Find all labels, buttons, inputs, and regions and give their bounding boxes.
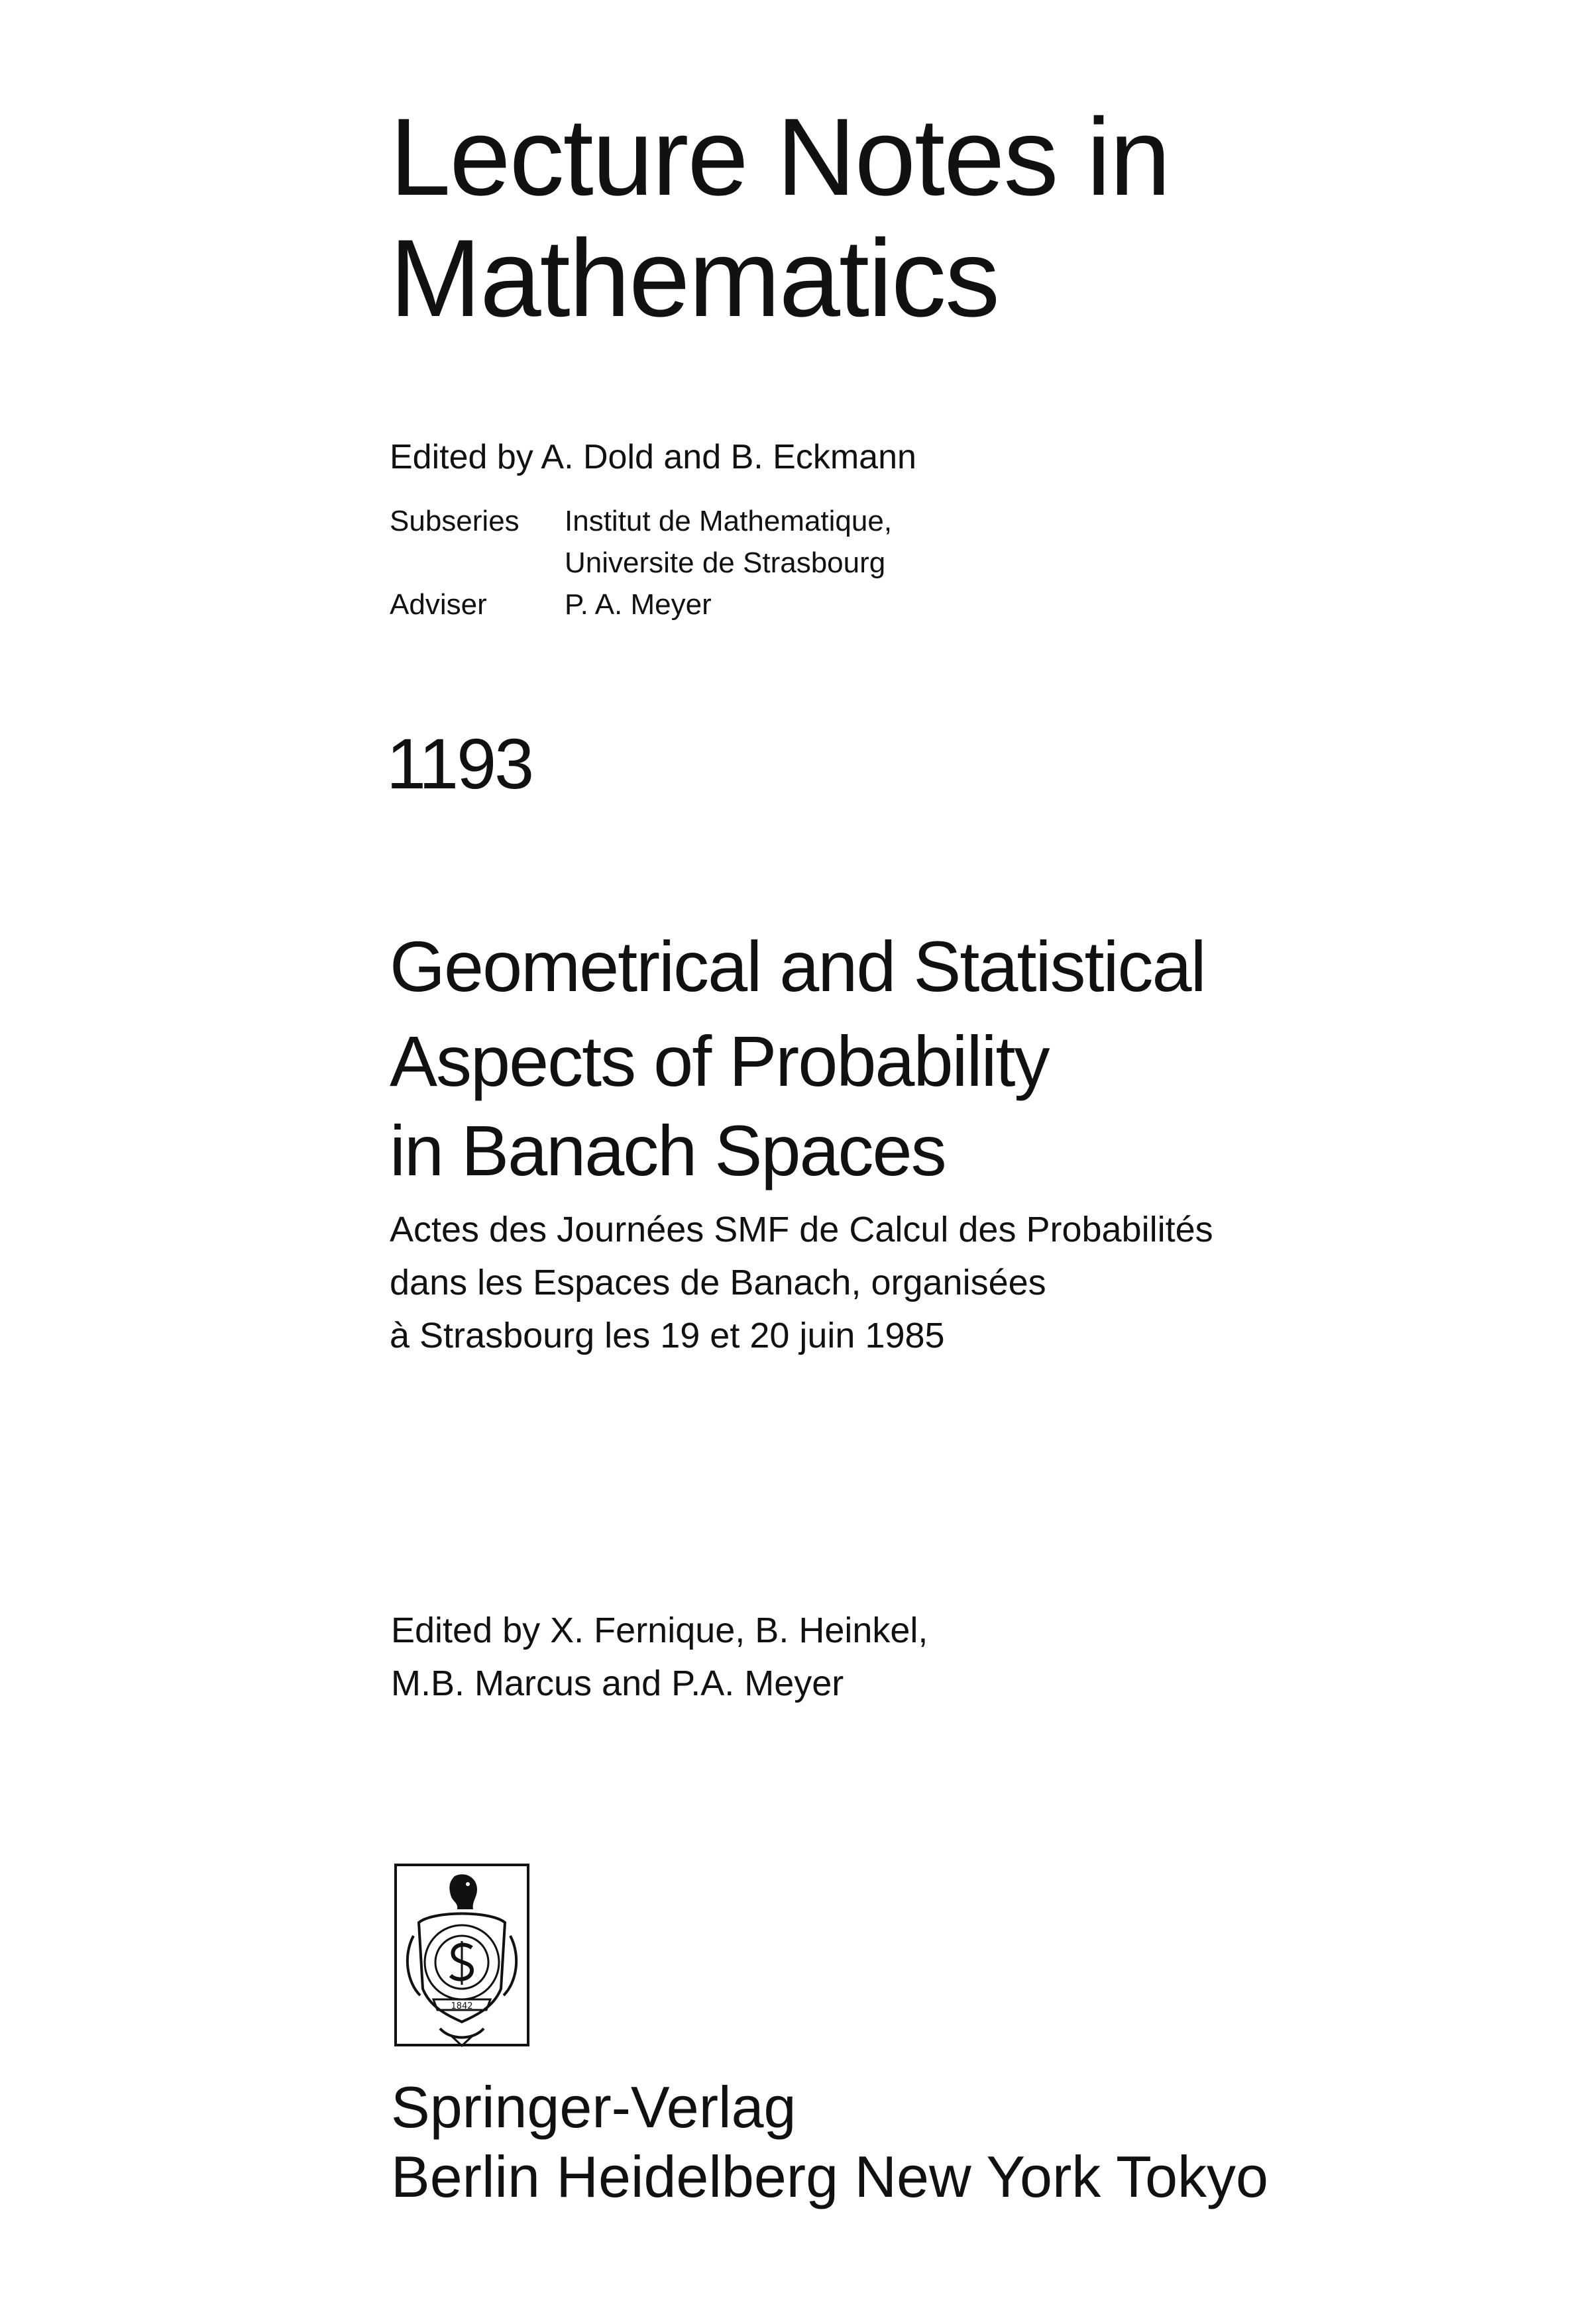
volume-editors-line-1: Edited by X. Fernique, B. Heinkel, bbox=[391, 1611, 928, 1650]
subtitle-line-2: dans les Espaces de Banach, organisées bbox=[390, 1263, 1046, 1302]
publisher-name: Springer-Verlag bbox=[391, 2074, 796, 2140]
series-title-line-1: Lecture Notes in bbox=[390, 96, 1170, 219]
book-title-line-3: in Banach Spaces bbox=[390, 1110, 946, 1190]
series-editors: Edited by A. Dold and B. Eckmann bbox=[390, 438, 916, 476]
springer-knight-logo-icon bbox=[394, 1863, 530, 2047]
svg-text:1842: 1842 bbox=[451, 2001, 473, 2011]
subtitle-line-1: Actes des Journées SMF de Calcul des Probabilités bbox=[390, 1210, 1213, 1249]
publisher-cities: Berlin Heidelberg New York Tokyo bbox=[391, 2144, 1268, 2209]
series-title-line-2: Mathematics bbox=[390, 217, 999, 340]
volume-editors-line-2: M.B. Marcus and P.A. Meyer bbox=[391, 1664, 844, 1703]
subseries-label: Subseries bbox=[390, 505, 520, 537]
volume-number: 1193 bbox=[386, 723, 533, 804]
book-title-line-2: Aspects of Probability bbox=[390, 1021, 1049, 1101]
adviser-name: P. A. Meyer bbox=[565, 588, 712, 621]
subseries-line-1: Institut de Mathematique, bbox=[565, 505, 893, 537]
subtitle-line-3: à Strasbourg les 19 et 20 juin 1985 bbox=[390, 1316, 945, 1355]
book-title-line-1: Geometrical and Statistical bbox=[390, 926, 1205, 1006]
subseries-line-2: Universite de Strasbourg bbox=[565, 547, 886, 579]
adviser-label: Adviser bbox=[390, 588, 487, 621]
